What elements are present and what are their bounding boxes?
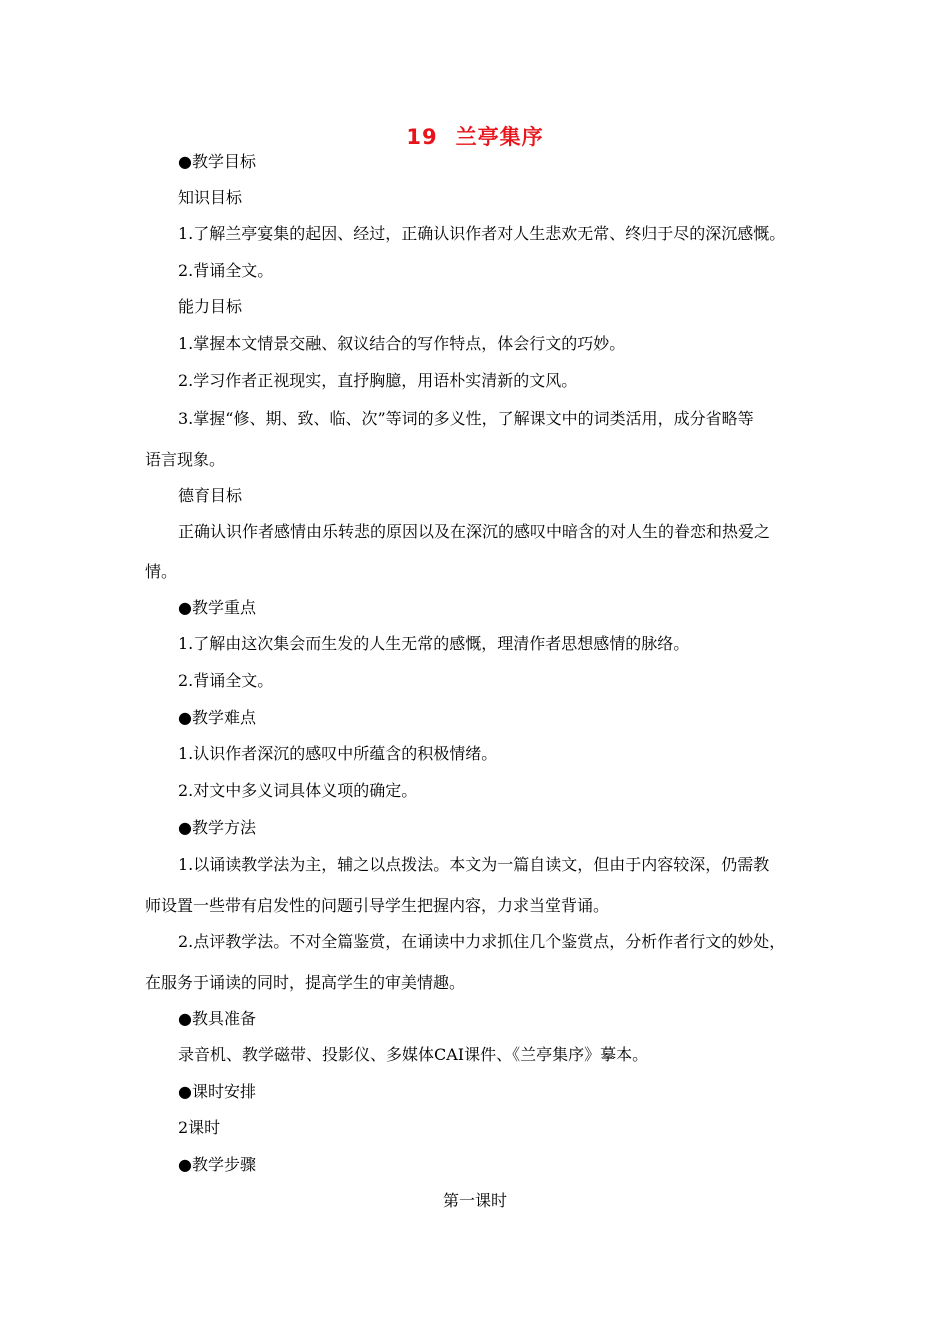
heading-teaching-goals: ●教学目标 — [178, 152, 256, 171]
heading-teaching-steps: ●教学步骤 — [178, 1155, 256, 1174]
heading-difficulties: ●教学难点 — [178, 708, 256, 727]
heading-class-schedule: ●课时安排 — [178, 1082, 256, 1101]
heading-key-points: ●教学重点 — [178, 598, 256, 617]
lesson-title-text: 兰亭集序 — [455, 125, 544, 149]
method-2-continued: 在服务于诵读的同时，提高学生的审美情趣。 — [145, 973, 466, 992]
lesson-number: 19 — [406, 125, 438, 149]
subheading-moral-goals: 德育目标 — [178, 486, 243, 505]
moral-goal-continued: 情。 — [145, 562, 178, 581]
subheading-knowledge-goals: 知识目标 — [178, 188, 243, 207]
ability-goal-3: 3.掌握“修、期、致、临、次”等词的多义性，了解课文中的词类活用，成分省略等 — [178, 409, 754, 428]
method-1: 1.以诵读教学法为主，辅之以点拨法。本文为一篇自读文，但由于内容较深，仍需教 — [178, 855, 770, 874]
method-1-continued: 师设置一些带有启发性的问题引导学生把握内容，力求当堂背诵。 — [145, 896, 610, 915]
difficulty-1: 1.认识作者深沉的感叹中所蕴含的积极情绪。 — [178, 744, 498, 763]
moral-goal: 正确认识作者感情由乐转悲的原因以及在深沉的感叹中暗含的对人生的眷恋和热爱之 — [178, 522, 771, 541]
key-point-2: 2.背诵全文。 — [178, 671, 274, 690]
knowledge-goal-2: 2.背诵全文。 — [178, 261, 274, 280]
class-hours: 2课时 — [178, 1118, 221, 1137]
ability-goal-1: 1.掌握本文情景交融、叙议结合的写作特点，体会行文的巧妙。 — [178, 334, 626, 353]
teaching-aids-list: 录音机、教学磁带、投影仪、多媒体CAI课件、《兰亭集序》摹本。 — [178, 1045, 649, 1064]
method-2: 2.点评教学法。不对全篇鉴赏，在诵读中力求抓住几个鉴赏点，分析作者行文的妙处， — [178, 932, 786, 951]
subheading-ability-goals: 能力目标 — [178, 297, 243, 316]
ability-goal-3-continued: 语言现象。 — [145, 450, 226, 469]
heading-teaching-aids: ●教具准备 — [178, 1009, 256, 1028]
lesson-title — [0, 121, 950, 153]
key-point-1: 1.了解由这次集会而生发的人生无常的感慨，理清作者思想感情的脉络。 — [178, 634, 690, 653]
difficulty-2: 2.对文中多义词具体义项的确定。 — [178, 781, 418, 800]
heading-teaching-methods: ●教学方法 — [178, 818, 256, 837]
first-lesson-heading: 第一课时 — [442, 1191, 507, 1210]
knowledge-goal-1: 1.了解兰亭宴集的起因、经过，正确认识作者对人生悲欢无常、终归于尽的深沉感慨。 — [178, 224, 786, 243]
ability-goal-2: 2.学习作者正视现实，直抒胸臆，用语朴实清新的文风。 — [178, 371, 578, 390]
